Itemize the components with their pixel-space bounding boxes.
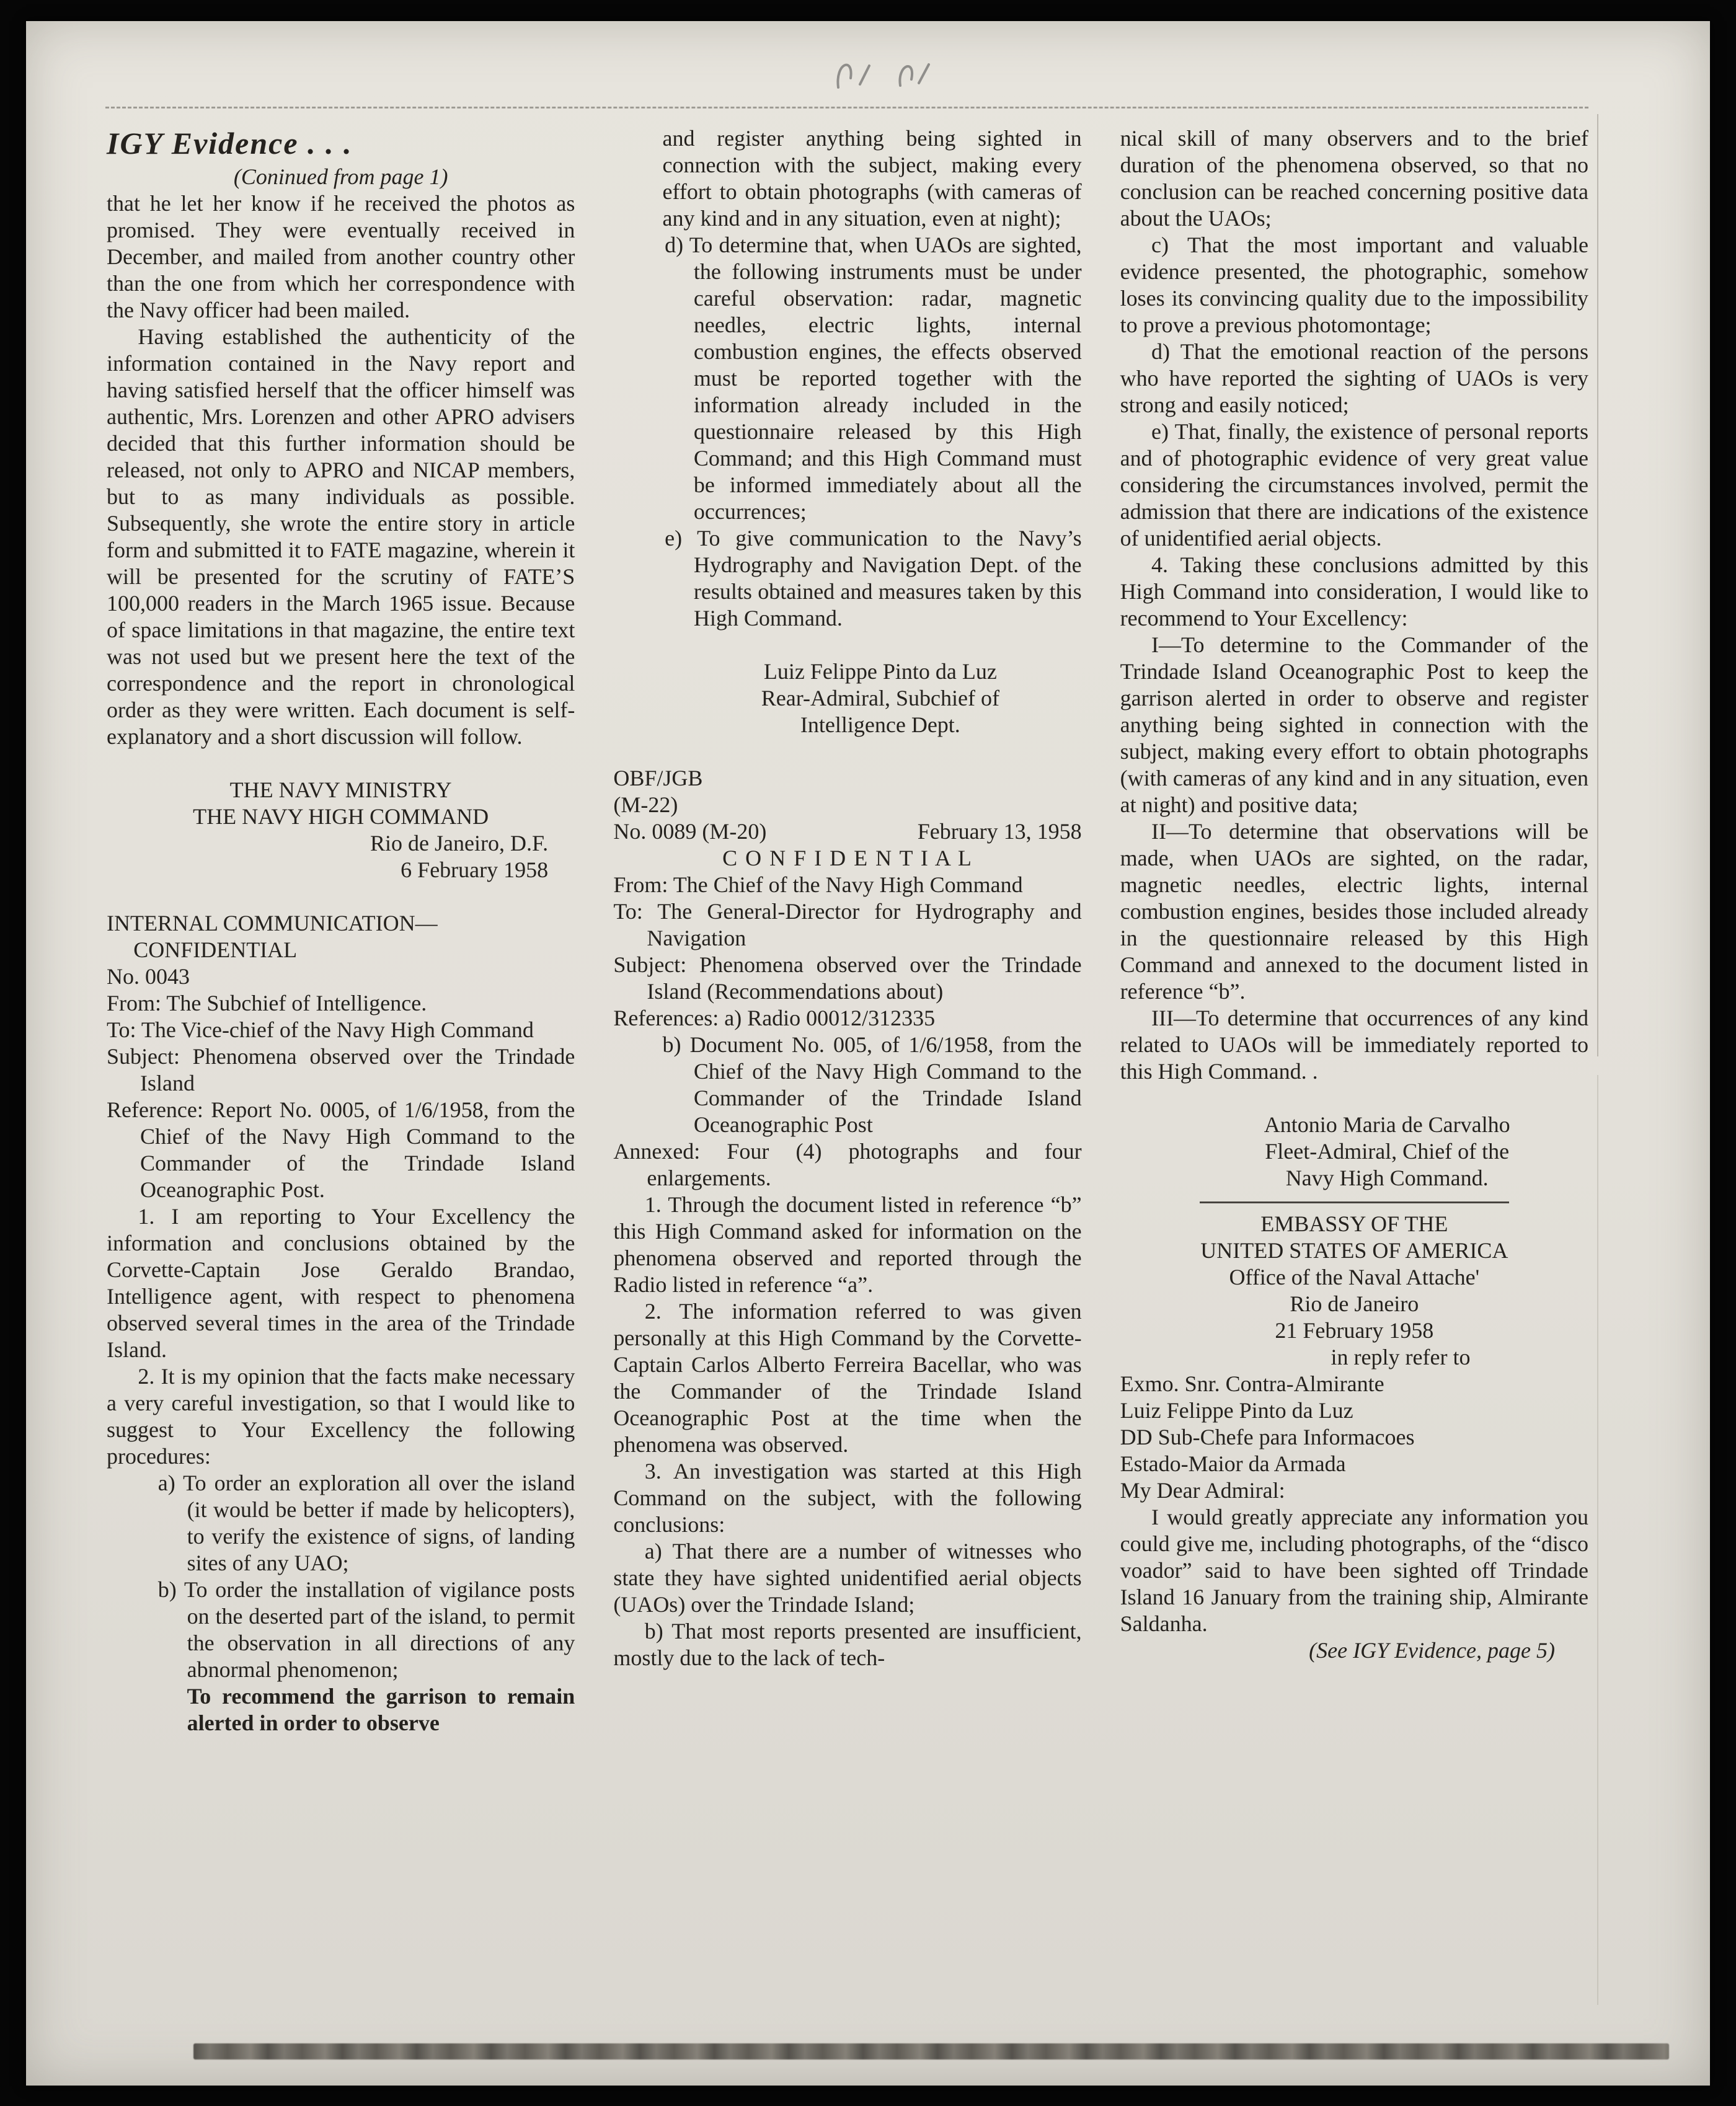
signature-line: Luiz Felippe Pinto da Luz [763, 659, 997, 684]
paragraph: 3. An investigation was started at this High Command on the subject, with the following conclusions: [613, 1459, 1082, 1537]
column-edge-line-lower [1597, 1075, 1598, 2005]
text-line: INTERNAL COMMUNICATION— [107, 911, 438, 936]
signature-line: Rear-Admiral, Subchief of [761, 686, 999, 710]
paragraph: a) That there are a number of witnesses who state they have sighted unidentified aerial objects (UAOs) over the Trindade Island; [613, 1539, 1082, 1617]
field-line: From: The Chief of the Navy High Command [613, 872, 1023, 897]
dateline: 6 February 1958 [401, 857, 549, 882]
pencil-marks [826, 53, 950, 97]
field-line: Subject: Phenomena observed over the Trindade Island [107, 1044, 575, 1095]
centered-heading: EMBASSY OF THE [1260, 1211, 1448, 1236]
paragraph: nical skill of many observers and to the brief duration of the phenomena observed, so that no conclusion can be reached concerning positive data about the UAOs; [1120, 126, 1588, 231]
top-dashed-rule [105, 107, 1588, 108]
text-line: No. 0043 [107, 964, 190, 989]
dateline: Rio de Janeiro, D.F. [370, 831, 549, 856]
paragraph: 4. Taking these conclusions admitted by this High Command into consideration, I would like to recommend to Your Excellency: [1120, 552, 1588, 630]
centered-heading: UNITED STATES OF AMERICA [1200, 1238, 1508, 1263]
reply-reference-note: in reply refer to [1331, 1345, 1471, 1369]
signature-line: Fleet-Admiral, Chief of the [1265, 1139, 1510, 1164]
field-line: To: The General-Director for Hydrography and Navigation [613, 899, 1082, 950]
article-title: IGY Evidence . . . [107, 126, 353, 161]
centered-heading: 21 February 1958 [1275, 1318, 1434, 1343]
field-line: From: The Subchief of Intelligence. [107, 991, 427, 1015]
text-line: (M-22) [613, 792, 678, 817]
text-line: DD Sub-Chefe para Informacoes [1120, 1425, 1415, 1449]
text-line: OBF/JGB [613, 766, 703, 790]
field-line: Annexed: Four (4) photographs and four enlargements. [613, 1139, 1082, 1190]
field-line: Reference: Report No. 0005, of 1/6/1958, from the Chief of the Navy High Command to the Commander of the Trindade Island Oceanographic Post. [107, 1097, 575, 1202]
paragraph: 2. The information referred to was given personally at this High Command by the Corvette-Captain Carlos Alberto Ferreira Bacellar, who was the Commander of the Trindade Island Oceanographic Post at the time when the phenomena was observed. [613, 1299, 1082, 1457]
paragraph: c) That the most important and valuable evidence presented, the photographic, somehow loses its convincing quality due to the impossibility to prove a previous photomontage; [1120, 232, 1588, 337]
paragraph: Having established the authenticity of the information contained in the Navy report and having satisfied herself that the officer himself was authentic, Mrs. Lorenzen and other APRO advisers decided that this further information should be released, not only to APRO and NICAP members, but to as many individuals as possible. Subsequently, she wrote the entire story in article form and submitted it to FATE magazine, wherein it will be presented for the scrutiny of FATE’S 100,000 readers in the March 1965 issue. Because of space limitations in that magazine, the entire text was not used but we present here the text of the correspondence and the report in chronological order as they were written. Each document is self-explanatory and a short discussion will follow. [107, 324, 575, 749]
paragraph: II—To determine that observations will be made, when UAOs are sighted, on the radar, magnetic needles, electric lights, internal combustion engines, besides those included already in the questionnaire released by this High Command and annexed to the document listed in reference “b”. [1120, 819, 1588, 1004]
signature-block [613, 658, 1081, 738]
text-line: My Dear Admiral: [1120, 1478, 1285, 1503]
paragraph: 2. It is my opinion that the facts make necessary a very careful investigation, so that I would like to suggest to Your Excellency the following procedures: [107, 1364, 575, 1469]
paper [26, 21, 1710, 2086]
paragraph: b) That most reports presented are insufficient, mostly due to the lack of tech- [613, 1619, 1082, 1670]
classification-heading: C O N F I D E N T I A L [722, 846, 973, 870]
signature-line: Navy High Command. [1285, 1166, 1489, 1190]
continued-note: (Coninued from page 1) [233, 164, 448, 189]
article-columns [107, 125, 1588, 1737]
centered-heading: Rio de Janeiro [1290, 1291, 1419, 1316]
text-line: Luiz Felippe Pinto da Luz [1120, 1398, 1353, 1423]
paragraph: e) That, finally, the existence of personal reports and of photographic evidence of very great value considering the circumstances involved, permit the admission that there are indications of the existence of unidentified aerial objects. [1120, 419, 1588, 551]
column-1 [107, 125, 575, 1737]
text-line: Exmo. Snr. Contra-Almirante [1120, 1371, 1384, 1396]
field-line: To: The Vice-chief of the Navy High Command [107, 1017, 534, 1042]
text-line: Estado-Maior da Armada [1120, 1451, 1346, 1476]
column-3 [1120, 125, 1588, 1737]
list-item-continuation: To recommend the garrison to remain alerted in order to observe [187, 1684, 575, 1735]
signature-block [1120, 1112, 1588, 1192]
field-line: References: a) Radio 00012/312335 [613, 1006, 936, 1030]
paragraph: that he let her know if he received the photos as promised. They were eventually received in December, and mailed from another country other than the one from which her correspondence with the Navy officer had been mailed. [107, 191, 575, 322]
paragraph: d) That the emotional reaction of the persons who have reported the sighting of UAOs is very strong and easily noticed; [1120, 339, 1588, 417]
paragraph: 1. I am reporting to Your Excellency the information and conclusions obtained by the Corvette-Captain Jose Geraldo Brandao, Intelligence agent, with respect to phenomena observed several times in the area of the Trindade Island. [107, 1204, 575, 1362]
continued-note: (See IGY Evidence, page 5) [1309, 1638, 1555, 1663]
paragraph: and register anything being sighted in connection with the subject, making every effort to obtain photographs (with cameras of any kind and in any situation, even at night); [662, 126, 1082, 231]
list-item: b) To order the installation of vigilance posts on the deserted part of the island, to permit the observation in all directions of any abnormal phenomenon; [157, 1577, 575, 1682]
signature-line: Intelligence Dept. [800, 712, 960, 737]
paragraph: I would greatly appreciate any information you could give me, including photographs, of the “disco voador” said to have been sighted off Trindade Island 16 January from the training ship, Almirante Saldanha. [1120, 1505, 1588, 1636]
centered-heading: THE NAVY MINISTRY [229, 777, 452, 802]
scan-smudge-band [193, 2043, 1669, 2060]
document-number: No. 0089 (M-20) [613, 819, 767, 844]
centered-heading: Office of the Naval Attache' [1229, 1265, 1480, 1290]
signature-line: Antonio Maria de Carvalho [1264, 1112, 1510, 1137]
list-item: a) To order an exploration all over the island (it would be better if made by helicopters), to verify the existence of signs, of landing sites of any UAO; [157, 1471, 575, 1575]
column-2 [613, 125, 1081, 1737]
paragraph: III—To determine that occurrences of any kind related to UAOs will be immediately reported to this High Command. . [1120, 1006, 1588, 1084]
centered-heading: THE NAVY HIGH COMMAND [193, 804, 489, 829]
document-number-line [613, 818, 1081, 845]
list-item: d) To determine that, when UAOs are sighted, the following instruments must be under careful observation: radar, magnetic needles, electric lights, internal combustion engines, the effects observed must be reported together with the information already included in the questionnaire released by this High Command; and this High Command must be informed immediately about all the occurrences; [665, 232, 1082, 524]
section-rule [1200, 1201, 1509, 1203]
text-line: CONFIDENTIAL [133, 937, 298, 962]
field-line: Subject: Phenomena observed over the Trindade Island (Recommendations about) [613, 952, 1082, 1004]
column-edge-line [1597, 114, 1598, 1056]
paragraph: I—To determine to the Commander of the Trindade Island Oceanographic Post to keep the garrison alerted in order to observe and register anything being sighted in connection with the subject, making every effort to obtain photographs (with cameras of any kind and in any situation, even at night) and positive data; [1120, 632, 1588, 817]
list-item: e) To give communication to the Navy’s Hydrography and Navigation Dept. of the results obtained and measures taken by this High Command. [665, 526, 1082, 630]
document-date: February 13, 1958 [917, 819, 1082, 844]
paragraph: 1. Through the document listed in reference “b” this High Command asked for information on the phenomena observed and reported through the Radio listed in reference “a”. [613, 1192, 1082, 1297]
reference-item: b) Document No. 005, of 1/6/1958, from the Chief of the Navy High Command to the Commander of the Trindade Island Oceanographic Post [662, 1032, 1082, 1137]
